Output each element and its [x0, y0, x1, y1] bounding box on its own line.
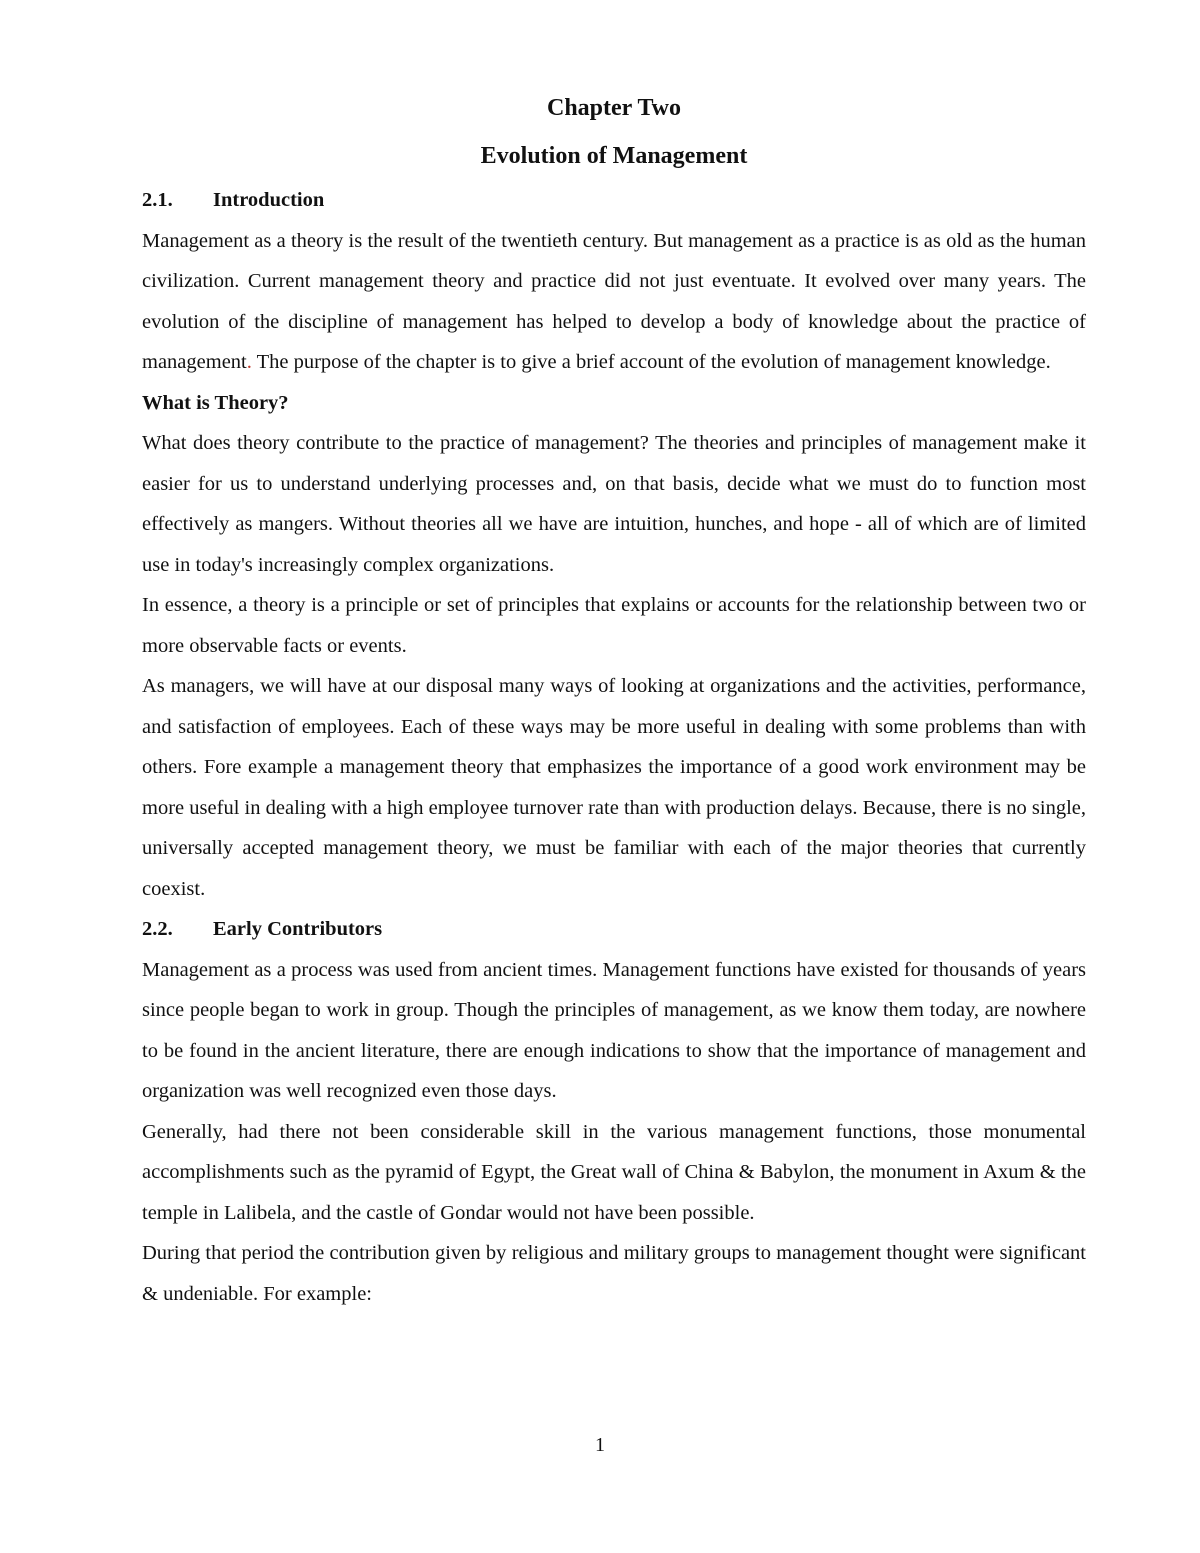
early-paragraph-1: Management as a process was used from ancient times. Management functions have existed for thousands of years since people began to work in group. Though the principles of management, as we know them today, are nowhere to be found in the ancient literature, there are enough indications to show that the importance of management and organization was well recognized even those days. [142, 958, 1086, 1102]
intro-text-part1: Management as a theory is the result of the twentieth century. But management as a practice is as old as the human civilization. Current management theory and practice did not just eventuate. It evolved over many years. The evolution of the discipline of management has helped to develop a body of knowledge about the practice of management [142, 229, 1086, 373]
section-number: 2.2. [142, 918, 173, 940]
intro-text-part2: The purpose of the chapter is to give a brief account of the evolution of management knowledge. [251, 351, 1051, 373]
early-paragraph-2: Generally, had there not been considerable skill in the various management functions, those monumental accomplishments such as the pyramid of Egypt, the Great wall of China & Babylon, the monument in Axum & the temple in Lalibela, and the castle of Gondar would not have been possible. [142, 1120, 1086, 1224]
section-title: Early Contributors [213, 918, 383, 940]
section-title: Introduction [213, 189, 325, 211]
red-period-mark: . [246, 351, 252, 373]
section-number: 2.1. [142, 189, 173, 211]
theory-paragraph-1: What does theory contribute to the practice of management? The theories and principles of management make it easier for us to understand underlying processes and, on that basis, decide what we must do to function most effectively as mangers. Without theories all we have are intuition, hunches, and hope - all of which are of limited use in today's increasingly complex organizations. [142, 432, 1086, 576]
theory-paragraph-3: As managers, we will have at our disposal many ways of looking at organizations and the activities, performance, and satisfaction of employees. Each of these ways may be more useful in dealing with some problems than with others. Fore example a management theory that emphasizes the importance of a good work environment may be more useful in dealing with a high employee turnover rate than with production delays. Because, there is no single, universally accepted management theory, we must be familiar with each of the major theories that currently coexist. [142, 675, 1086, 900]
chapter-subtitle: Evolution of Management [480, 143, 748, 169]
theory-paragraph-2: In essence, a theory is a principle or set of principles that explains or accounts for the relationship between two or more observable facts or events. [142, 594, 1086, 657]
section-heading-early-contributors [142, 909, 1086, 950]
intro-paragraph [142, 221, 1086, 383]
page-number: 1 [595, 1434, 605, 1456]
early-paragraph-3: During that period the contribution given by religious and military groups to management thought were significant & undeniable. For example: [142, 1242, 1086, 1305]
section-heading-introduction [142, 180, 1086, 221]
what-is-theory-heading: What is Theory? [142, 391, 289, 414]
page-content [142, 86, 1086, 1314]
chapter-title: Chapter Two [546, 95, 681, 121]
